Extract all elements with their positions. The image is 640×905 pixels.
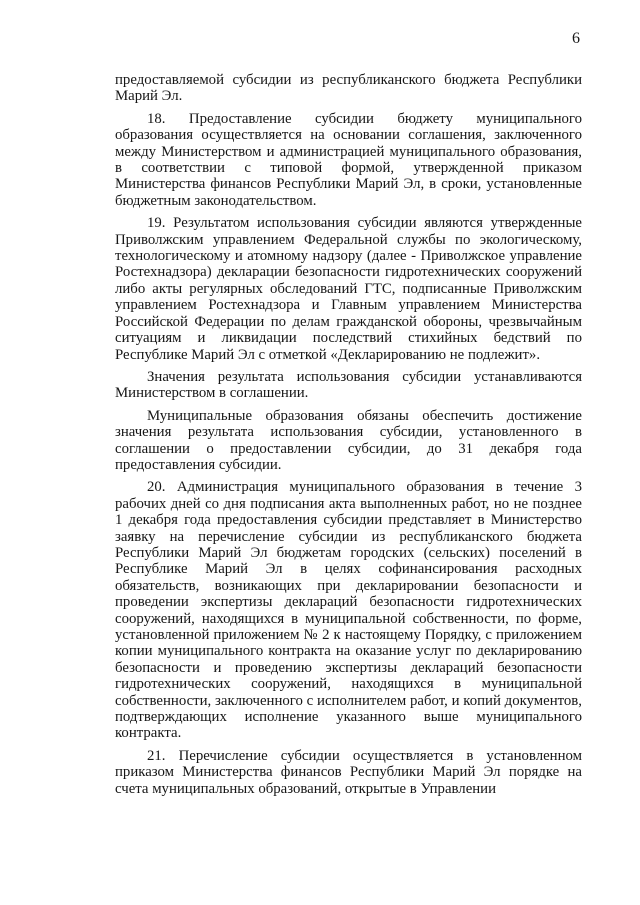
- paragraph-19: 19. Результатом использования субсидии являются утвержденные Приволжским управлением Федеральной службы по экологическому, технологическому и атомному надзору (далее - Приволжское управление Ростехнадзора) декларации безопасности гидротехнических сооружений либо акты регулярных обследований ГТС, подписанные Приволжским управлением Ростехнадзора и Главным управлением Министерства Российской Федерации по делам гражданской обороны, чрезвычайным ситуациям и ликвидации последствий стихийных бедствий по Республике Марий Эл с отметкой «Декларированию не подлежит».: [115, 215, 582, 363]
- paragraph-continuation: предоставляемой субсидии из республиканского бюджета Республики Марий Эл.: [115, 72, 582, 105]
- paragraph-21: 21. Перечисление субсидии осуществляется в установленном приказом Министерства финансов Республики Марий Эл порядке на счета муниципальных образований, открытые в Управлении: [115, 747, 582, 797]
- paragraph-19-obligations: Муниципальные образования обязаны обеспечить достижение значения результата использования субсидии, установленного в соглашении о предоставлении субсидии, до 31 декабря года предоставления субсидии.: [115, 407, 582, 473]
- paragraph-18: 18. Предоставление субсидии бюджету муниципального образования осуществляется на основании соглашения, заключенного между Министерством и администрацией муниципального образования, в соответствии с типовой формой, утвержденной приказом Министерства финансов Республики Марий Эл, в сроки, установленные бюджетным законодательством.: [115, 110, 582, 209]
- paragraph-20: 20. Администрация муниципального образования в течение 3 рабочих дней со дня подписания акта выполненных работ, но не позднее 1 декабря года предоставления субсидии представляет в Министерство заявку на перечисление субсидии из республиканского бюджета Республики Марий Эл бюджетам городских (сельских) поселений в Республике Марий Эл в целях софинансирования расходных обязательств, возникающих при декларировании безопасности и проведении экспертизы деклараций безопасности гидротехнических сооружений, находящихся в муниципальной собственности, по форме, установленной приложением № 2 к настоящему Порядку, с приложением копии муниципального контракта на оказание услуг по декларированию безопасности и проведению экспертизы деклараций безопасности гидротехнических сооружений, находящихся в муниципальной собственности, заключенного с исполнителем работ, и копий документов, подтверждающих исполнение указанного выше муниципального контракта.: [115, 479, 582, 742]
- document-body: [115, 72, 582, 803]
- paragraph-19-result-values: Значения результата использования субсидии устанавливаются Министерством в соглашении.: [115, 368, 582, 402]
- page-number: 6: [572, 30, 580, 47]
